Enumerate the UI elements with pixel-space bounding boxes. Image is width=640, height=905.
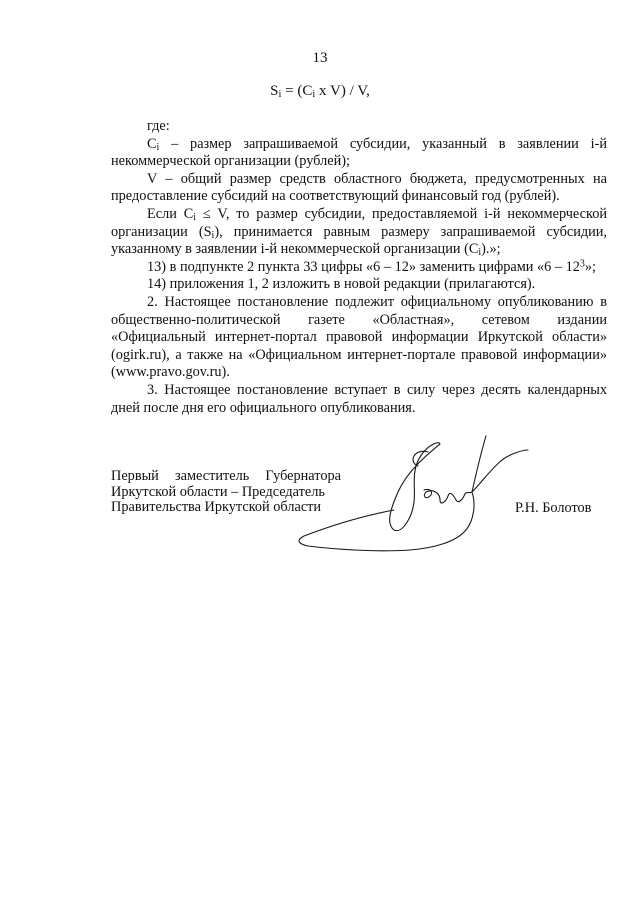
item13-a: 13) в подпункте 2 пункта 33 цифры «6 – 12» заменить цифрами «6 – 12 (147, 258, 580, 275)
signatory-name: Р.Н. Болотов (515, 500, 592, 516)
signatory-line-3: Правительства Иркутской области (111, 499, 322, 516)
if-d: ).»; (481, 241, 501, 258)
formula-s-sub: i (278, 89, 282, 101)
item-14: 14) приложения 1, 2 изложить в новой редакции (прилагаются). (147, 276, 536, 293)
ci-sub: i (156, 141, 160, 153)
document-body (111, 118, 607, 417)
item13-sup: 3 (579, 258, 585, 270)
ci-text: – размер запрашиваемой субсидии, указанный в заявлении i-й некоммерческой организации (рублей); (111, 135, 607, 170)
where-label: где: (147, 118, 170, 134)
if-a-sub: i (193, 211, 197, 223)
ci-symbol: C (147, 135, 157, 152)
item-13 (111, 259, 607, 277)
if-condition-paragraph (111, 206, 607, 259)
subsidy-formula (0, 83, 640, 100)
if-b-sub: i (211, 229, 215, 241)
formula-c-sub: i (312, 89, 316, 101)
if-c-sub: i (478, 247, 482, 259)
v-definition: V – общий размер средств областного бюджета, предусмотренных на предоставление субсидий на соответствующий финансовый год (рублей). (111, 170, 607, 205)
clause-2: 2. Настоящее постановление подлежит официальному опубликованию в общественно-политической газете «Областная», сетевом издании «Официальный интернет-портал правовой информации Иркутской области» (ogirk.ru), а также на «Официальном интернет-портале правовой информации» (www.pravo.gov.ru). (111, 293, 607, 381)
ci-definition (111, 136, 607, 171)
signatory-line-2: Иркутской области – Председатель (111, 483, 325, 500)
formula-mid1: = (C (281, 83, 313, 99)
item13-b: »; (584, 258, 597, 275)
signatory-line-1-word-2: заместитель (174, 468, 250, 484)
signatory-line-1-word-3: Губернатора (265, 468, 341, 484)
handwritten-signature (290, 430, 530, 560)
if-a: Если C (147, 205, 194, 222)
signatory-line-1-word-1: Первый (111, 468, 159, 484)
if-b: ≤ V, то размер субсидии, предоставляемой i-й некоммерческой организации (S (111, 205, 607, 240)
formula-mid2: x V) / V, (315, 83, 370, 99)
page-number: 13 (312, 50, 328, 66)
if-c: ), принимается равным размеру запрашиваемой субсидии, указанному в заявлении i-й некоммерческой организации (C (111, 223, 607, 258)
formula-s: S (270, 83, 279, 99)
clause-3: 3. Настоящее постановление вступает в силу через десять календарных дней после дня его официального опубликования. (111, 381, 607, 416)
